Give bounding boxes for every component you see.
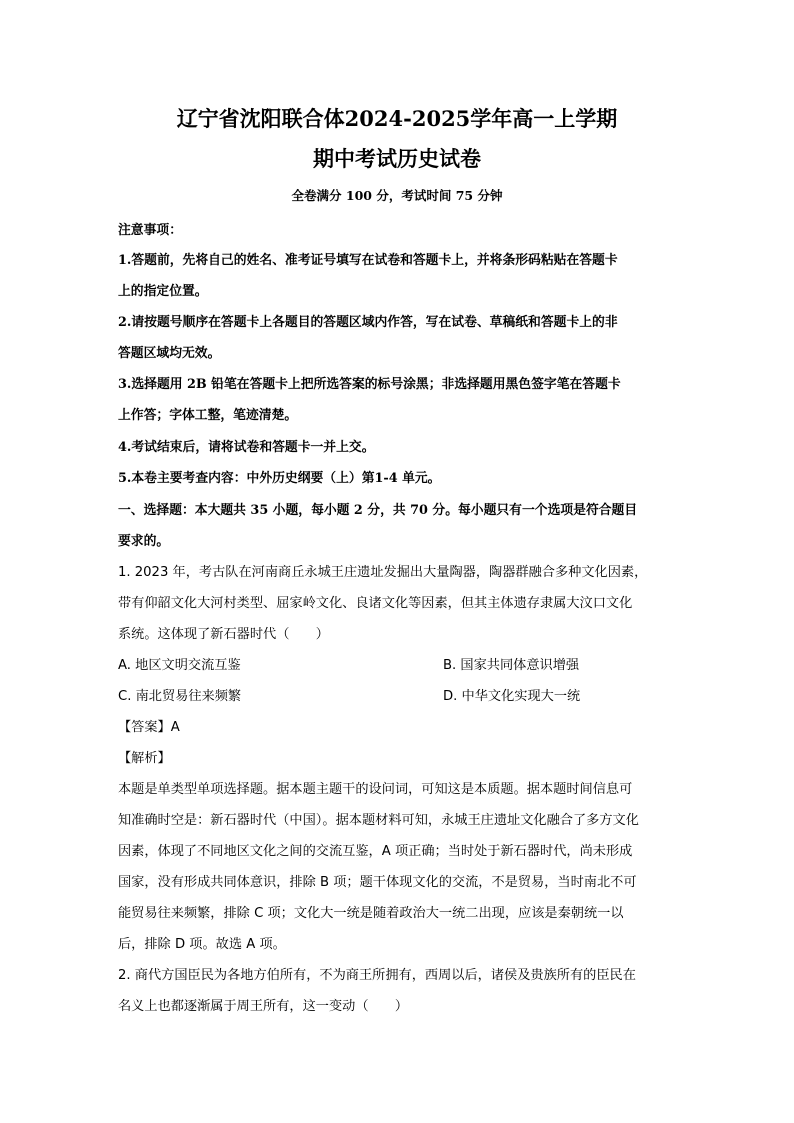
- analysis-line: 国家，没有形成共同体意识，排除 B 项；题干体现文化的交流，不是贸易，当时南北不可: [118, 875, 637, 890]
- question-1-stem: 系统。这体现了新石器时代（ ）: [118, 627, 329, 642]
- analysis-label: 【解析】: [118, 751, 171, 766]
- note-line: 答题区域均无效。: [118, 346, 221, 361]
- note-line: 2.请按题号顺序在答题卡上各题目的答题区域内作答，写在试卷、草稿纸和答题卡上的非: [118, 315, 618, 330]
- analysis-line: 本题是单类型单项选择题。据本题主题干的设问词，可知这是本质题。据本题时间信息可: [118, 782, 633, 797]
- title-line-1: 辽宁省沈阳联合体2024-2025学年高一上学期: [176, 106, 618, 131]
- analysis-line: 知准确时空是：新石器时代（中国）。据本题材料可知，永城王庄遗址文化融合了多方文化: [118, 813, 639, 828]
- option-d: D. 中华文化实现大一统: [443, 689, 581, 704]
- title-line-2: 期中考试历史试卷: [313, 146, 481, 171]
- analysis-line: 因素，体现了不同地区文化之间的交流互鉴，A 项正确；当时处于新石器时代，尚未形成: [118, 844, 633, 859]
- question-1-stem: 带有仰韶文化大河村类型、屈家岭文化、良诸文化等因素，但其主体遗存隶属大汶口文化: [118, 596, 633, 611]
- question-1-stem: 1. 2023 年，考古队在河南商丘永城王庄遗址发掘出大量陶器，陶器群融合多种文化因素，: [118, 565, 648, 580]
- analysis-line: 后，排除 D 项。故选 A 项。: [118, 937, 286, 952]
- note-line: 上作答；字体工整，笔迹清楚。: [118, 408, 298, 423]
- section-heading-cont: 要求的。: [118, 534, 170, 549]
- answer-label: 【答案】A: [118, 720, 180, 735]
- option-b: B. 国家共同体意识增强: [443, 658, 580, 673]
- analysis-line: 能贸易往来频繁，排除 C 项；文化大一统是随着政治大一统二出现，应该是秦朝统一以: [118, 906, 624, 921]
- note-line: 5.本卷主要考查内容：中外历史纲要（上）第1-4 单元。: [118, 471, 441, 486]
- notes-heading: 注意事项：: [118, 223, 182, 238]
- section-heading: 一、选择题：本大题共 35 小题，每小题 2 分，共 70 分。每小题只有一个选项是符合题目: [118, 503, 638, 518]
- note-line: 4.考试结束后，请将试卷和答题卡一并上交。: [118, 440, 375, 455]
- note-line: 1.答题前，先将自己的姓名、准考证号填写在试卷和答题卡上，并将条形码粘贴在答题卡: [118, 253, 618, 268]
- exam-subtitle: 全卷满分 100 分，考试时间 75 分钟: [291, 188, 503, 203]
- question-2-stem: 2. 商代方国臣民为各地方伯所有，不为商王所拥有，西周以后，诸侯及贵族所有的臣民在: [118, 968, 636, 983]
- note-line: 上的指定位置。: [118, 284, 208, 299]
- question-2-stem: 名义上也都逐渐属于周王所有，这一变动（ ）: [118, 999, 409, 1014]
- note-line: 3.选择题用 2B 铅笔在答题卡上把所选答案的标号涂黑；非选择题用黑色签字笔在答题卡: [118, 377, 621, 392]
- option-c: C. 南北贸易往来频繁: [118, 689, 242, 704]
- option-a: A. 地区文明交流互鉴: [118, 658, 241, 673]
